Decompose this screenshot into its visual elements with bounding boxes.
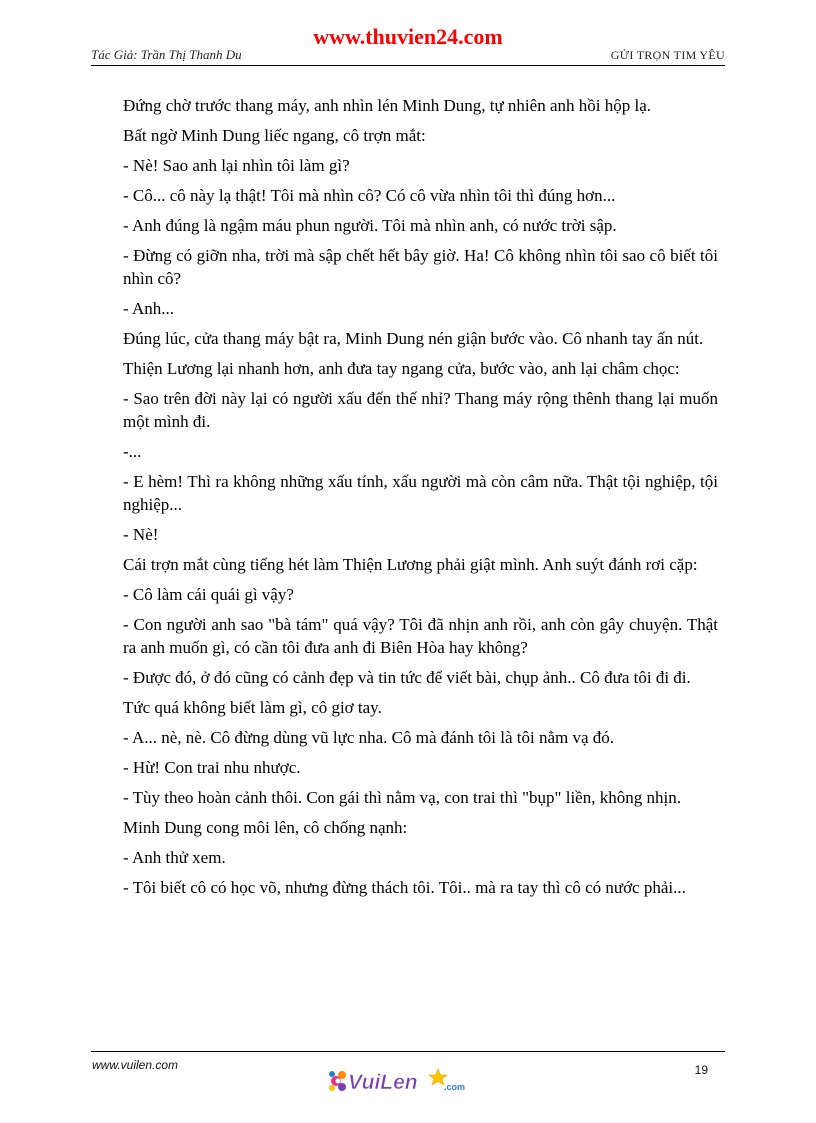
paragraph: - Tùy theo hoàn cảnh thôi. Con gái thì nằm vạ, con trai thì "bụp" liền, không nhịn. — [123, 788, 681, 807]
paragraph: - A... nè, nè. Cô đừng dùng vũ lực nha. Cô mà đánh tôi là tôi nằm vạ đó. — [123, 728, 615, 747]
book-title-header: GỬI TRỌN TIM YÊU — [610, 48, 725, 62]
vuilen-logo[interactable] — [326, 1063, 486, 1099]
paragraph: Cái trợn mắt cùng tiếng hét làm Thiện Lương phải giật mình. Anh suýt đánh rơi cặp: — [123, 555, 698, 574]
paragraph: - Anh... — [123, 299, 174, 318]
paragraph: Đúng lúc, cửa thang máy bật ra, Minh Dung nén giận bước vào. Cô nhanh tay ấn nút. — [123, 329, 704, 348]
story-body — [123, 94, 718, 906]
paragraph: Tức quá không biết làm gì, cô giơ tay. — [123, 698, 382, 717]
paragraph: - Con người anh sao "bà tám" quá vậy? Tôi đã nhịn anh rồi, anh còn gây chuyện. Thật ra anh muốn gì, có cần tôi đưa anh đi Biên Hòa hay không? — [123, 615, 718, 657]
page-number: 19 — [694, 1063, 708, 1077]
logo-domain-suffix: .com — [444, 1082, 466, 1092]
paragraph: Thiện Lương lại nhanh hơn, anh đưa tay ngang cửa, bước vào, anh lại châm chọc: — [123, 359, 680, 378]
paragraph: - Được đó, ở đó cũng có cảnh đẹp và tin tức để viết bài, chụp ảnh.. Cô đưa tôi đi đi. — [123, 668, 691, 687]
paragraph: - Nè! Sao anh lại nhìn tôi làm gì? — [123, 156, 350, 175]
paragraph: - Hừ! Con trai nhu nhược. — [123, 758, 301, 777]
site-url-header[interactable]: www.thuvien24.com — [313, 24, 503, 49]
paragraph: - Anh thử xem. — [123, 848, 226, 867]
paragraph: Minh Dung cong môi lên, cô chống nạnh: — [123, 818, 408, 837]
footer-site-link[interactable]: www.vuilen.com — [92, 1058, 179, 1072]
footer-divider — [91, 1051, 725, 1052]
paragraph: - Cô... cô này lạ thật! Tôi mà nhìn cô? Có cô vừa nhìn tôi thì đúng hơn... — [123, 186, 616, 205]
paragraph: - Sao trên đời này lại có người xấu đến thế nhỉ? Thang máy rộng thênh thang lại muốn một mình đi. — [123, 389, 718, 431]
header-divider — [91, 65, 725, 66]
paragraph: Đứng chờ trước thang máy, anh nhìn lén Minh Dung, tự nhiên anh hồi hộp lạ. — [123, 96, 651, 115]
flower-icon — [329, 1071, 346, 1091]
paragraph: - Cô làm cái quái gì vậy? — [123, 585, 294, 604]
paragraph: - Đừng có giỡn nha, trời mà sập chết hết bây giờ. Ha! Cô không nhìn tôi sao cô biết tôi nhìn cô? — [123, 246, 718, 288]
paragraph: Bất ngờ Minh Dung liếc ngang, cô trợn mắt: — [123, 126, 426, 145]
paragraph: - Tôi biết cô có học võ, nhưng đừng thách tôi. Tôi.. mà ra tay thì cô có nước phải... — [123, 878, 686, 897]
paragraph: - E hèm! Thì ra không những xấu tính, xấu người mà còn câm nữa. Thật tội nghiệp, tội nghiệp... — [123, 472, 718, 514]
paragraph: -... — [123, 442, 142, 461]
paragraph: - Anh đúng là ngậm máu phun người. Tôi mà nhìn anh, có nước trời sập. — [123, 216, 617, 235]
author-header: Tác Giả: Trần Thị Thanh Du — [91, 47, 242, 62]
paragraph: - Nè! — [123, 525, 159, 544]
logo-wordmark: VuiLen — [348, 1071, 418, 1094]
